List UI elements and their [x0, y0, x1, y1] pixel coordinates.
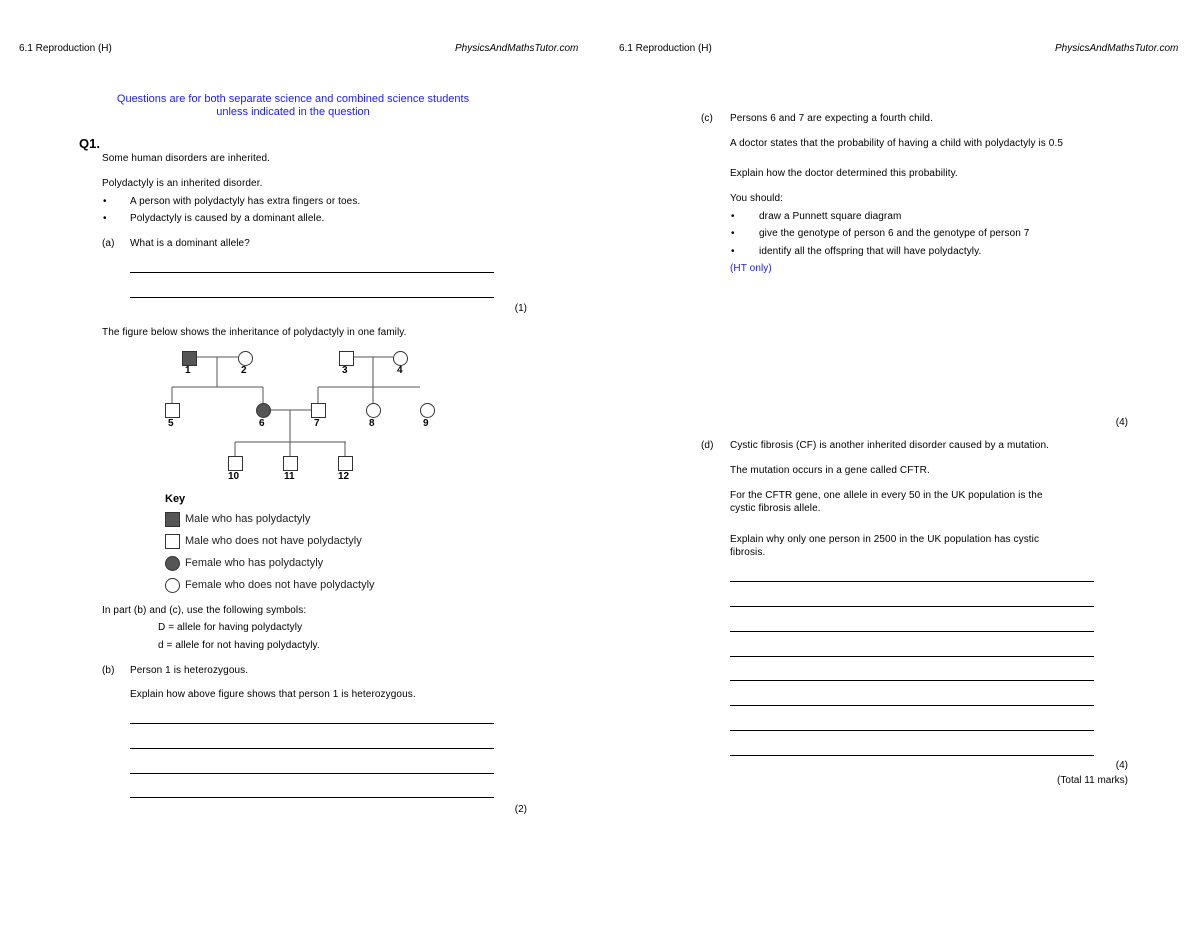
pedigree-label: 3	[342, 365, 348, 376]
bullet-dot: •	[731, 228, 735, 239]
pedigree-individual-11	[283, 456, 298, 471]
part-d-p1: The mutation occurs in a gene called CFTR.	[730, 465, 930, 476]
pedigree-individual-2	[238, 351, 253, 366]
page-header-left: 6.1 Reproduction (H)	[619, 43, 712, 54]
bullet-dot: •	[103, 213, 107, 224]
pedigree-label: 1	[185, 365, 191, 376]
answer-line[interactable]	[730, 705, 1094, 706]
part-a-label: (a)	[102, 238, 115, 249]
answer-line[interactable]	[730, 730, 1094, 731]
intro-line-2: unless indicated in the question	[216, 106, 370, 118]
symbol-D: D = allele for having polydactyly	[158, 622, 303, 633]
answer-line[interactable]	[130, 797, 494, 798]
question-number: Q1.	[79, 136, 100, 151]
part-d-p3a: Explain why only one person in 2500 in the UK population has cystic	[730, 534, 1040, 545]
part-c-bullet: draw a Punnett square diagram	[759, 211, 902, 222]
part-c-p2: Explain how the doctor determined this probability.	[730, 168, 958, 179]
pedigree-individual-5	[165, 403, 180, 418]
pedigree-individual-4	[393, 351, 408, 366]
page-header-left: 6.1 Reproduction (H)	[19, 43, 112, 54]
pedigree-label: 12	[338, 471, 350, 482]
answer-line[interactable]	[130, 272, 494, 273]
page-header-site: PhysicsAndMathsTutor.com	[455, 43, 579, 54]
pedigree-label: 9	[423, 418, 429, 429]
part-d-marks: (4)	[1115, 760, 1128, 771]
key-item: Female who has polydactyly	[185, 557, 324, 569]
pedigree-label: 10	[228, 471, 240, 482]
part-a-marks: (1)	[514, 303, 527, 314]
pedigree-label: 7	[314, 418, 320, 429]
bullet-1: A person with polydactyly has extra fingers or toes.	[130, 196, 361, 207]
pedigree-individual-7	[311, 403, 326, 418]
pedigree-individual-3	[339, 351, 354, 366]
pedigree-label: 5	[168, 418, 174, 429]
right-page	[600, 0, 1200, 927]
answer-line[interactable]	[730, 755, 1094, 756]
bullet-dot: •	[731, 246, 735, 257]
key-item: Male who has polydactyly	[185, 513, 311, 525]
answer-line[interactable]	[130, 297, 494, 298]
answer-line[interactable]	[130, 773, 494, 774]
answer-line[interactable]	[730, 606, 1094, 607]
part-d-text: Cystic fibrosis (CF) is another inherited disorder caused by a mutation.	[730, 440, 1049, 451]
key-affected-male-icon	[165, 512, 180, 527]
pedigree-label: 6	[259, 418, 265, 429]
part-c-p1: A doctor states that the probability of having a child with polydactyly is 0.5	[730, 138, 1063, 149]
part-b-text: Person 1 is heterozygous.	[130, 665, 249, 676]
pedigree-label: 11	[284, 471, 295, 482]
answer-line[interactable]	[130, 723, 494, 724]
pedigree-individual-6	[256, 403, 271, 418]
pedigree-individual-10	[228, 456, 243, 471]
pedigree-individual-1	[182, 351, 197, 366]
part-b-marks: (2)	[514, 804, 527, 815]
answer-line[interactable]	[130, 748, 494, 749]
part-c-label: (c)	[701, 113, 713, 124]
pedigree-label: 8	[369, 418, 375, 429]
pedigree-label: 2	[241, 365, 247, 376]
part-b-instruction: Explain how above figure shows that person 1 is heterozygous.	[130, 689, 416, 700]
pedigree-individual-8	[366, 403, 381, 418]
part-c-ht-only: (HT only)	[730, 263, 772, 274]
symbol-d: d = allele for not having polydactyly.	[158, 640, 320, 651]
answer-line[interactable]	[730, 680, 1094, 681]
key-item: Female who does not have polydactyly	[185, 579, 375, 591]
part-b-label: (b)	[102, 665, 115, 676]
pedigree-individual-9	[420, 403, 435, 418]
key-unaffected-female-icon	[165, 578, 180, 593]
part-d-p2b: cystic fibrosis allele.	[730, 503, 821, 514]
page-header-site: PhysicsAndMathsTutor.com	[1055, 43, 1179, 54]
key-item: Male who does not have polydactyly	[185, 535, 362, 547]
key-title: Key	[165, 493, 186, 505]
part-d-p3b: fibrosis.	[730, 547, 766, 558]
key-affected-female-icon	[165, 556, 180, 571]
part-c-text: Persons 6 and 7 are expecting a fourth child.	[730, 113, 933, 124]
part-c-bullet: identify all the offspring that will have polydactyly.	[759, 246, 982, 257]
paragraph-2: Polydactyly is an inherited disorder.	[102, 178, 263, 189]
part-d-label: (d)	[701, 440, 714, 451]
part-d-p2a: For the CFTR gene, one allele in every 50 in the UK population is the	[730, 490, 1043, 501]
figure-intro: The figure below shows the inheritance of polydactyly in one family.	[102, 327, 407, 338]
answer-line[interactable]	[730, 581, 1094, 582]
answer-line[interactable]	[730, 656, 1094, 657]
intro-line-1: Questions are for both separate science and combined science students	[116, 93, 470, 105]
bullet-dot: •	[103, 196, 107, 207]
part-c-should: You should:	[730, 193, 783, 204]
bullet-dot: •	[731, 211, 735, 222]
pedigree-label: 4	[397, 365, 403, 376]
pedigree-individual-12	[338, 456, 353, 471]
bullet-2: Polydactyly is caused by a dominant allele.	[130, 213, 325, 224]
paragraph-1: Some human disorders are inherited.	[102, 153, 271, 164]
total-marks: (Total 11 marks)	[1057, 775, 1128, 786]
part-a-question: What is a dominant allele?	[130, 238, 250, 249]
part-c-bullet: give the genotype of person 6 and the genotype of person 7	[759, 228, 1030, 239]
symbols-intro: In part (b) and (c), use the following symbols:	[102, 605, 307, 616]
key-unaffected-male-icon	[165, 534, 180, 549]
answer-line[interactable]	[730, 631, 1094, 632]
part-c-marks: (4)	[1115, 417, 1128, 428]
